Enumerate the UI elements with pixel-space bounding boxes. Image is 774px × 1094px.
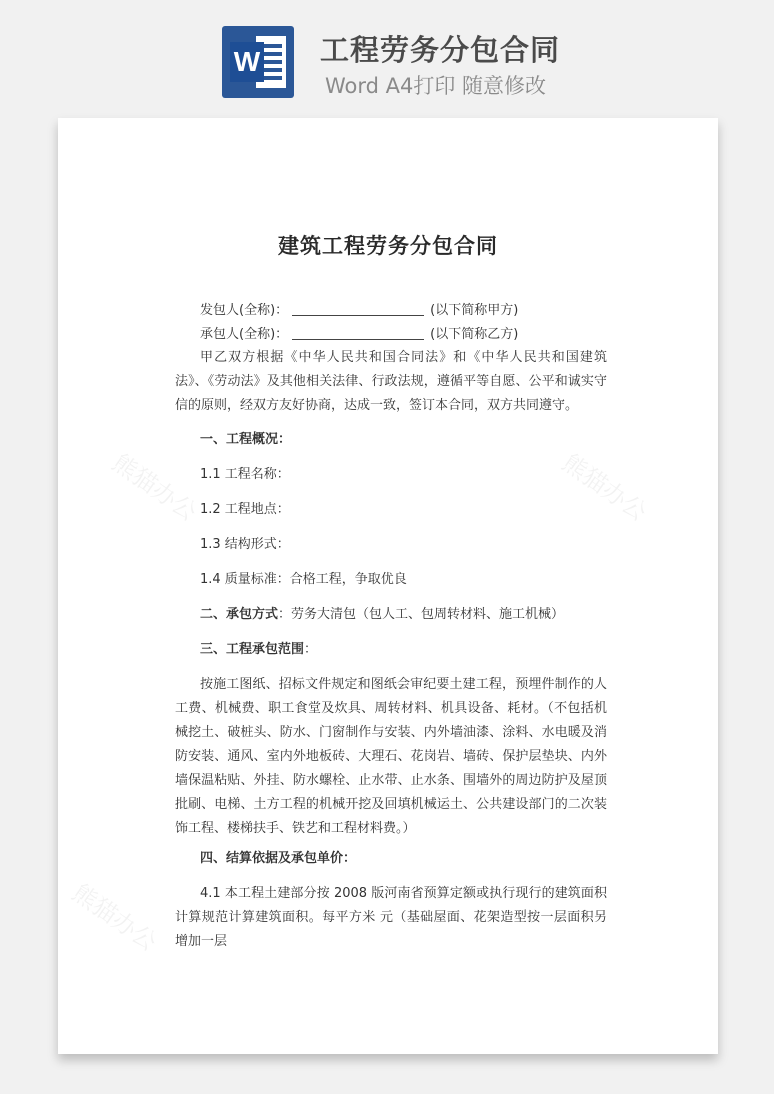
watermark: 熊猫办公 [107,448,202,527]
banner-title: 工程劳务分包合同 [320,33,561,67]
party-a-blank[interactable] [292,301,424,316]
watermark: 熊猫办公 [67,878,162,957]
section2-text: ：劳务大清包（包人工、包周转材料、施工机械） [278,607,565,622]
party-b-line [175,323,518,347]
section4-paragraph: 4.1 本工程土建部分按 2008 版河南省预算定额或执行现行的建筑面积计算规范计算建筑面积。每平方米 元（基础屋面、花架造型按一层面积另增加一层 [175,886,607,949]
party-a-label: 发包人(全称)： [200,303,289,318]
party-a-note: (以下简称甲方) [430,303,519,318]
section2-heading: 二、承包方式 [200,607,279,622]
document-page [58,118,718,1054]
watermark: 熊猫办公 [557,448,652,527]
party-b-note: (以下简称乙方) [430,327,519,342]
item-1-2: 1.2 工程地点： [200,502,290,517]
item-1-1: 1.1 工程名称： [200,467,290,482]
section2-line [175,603,564,627]
word-letter: W [230,42,264,82]
item-1-3: 1.3 结构形式： [200,537,290,552]
section3-paragraph: 按施工图纸、招标文件规定和图纸会审纪要土建工程，预埋件制作的人工费、机械费、职工食堂及炊具、周转材料、机具设备、耗材。（不包括机械挖土、破桩头、防水、门窗制作与安装、内外墙油漆、涂料、水电暖及消防安装、通风、室内外地板砖、大理石、花岗岩、墙砖、保护层垫块、内外墙保温粘贴、外挂、防水螺栓、止水带、止水条、围墙外的周边防护及屋顶批刷、电梯、土方工程的机械开挖及回填机械运土、公共建设部门的二次装饰工程、楼梯扶手、铁艺和工程材料费。） [175,677,607,836]
party-b-blank[interactable] [292,325,424,340]
word-icon [222,26,294,98]
intro-paragraph: 甲乙双方根据《中华人民共和国合同法》和《中华人民共和国建筑法》、《劳动法》及其他相关法律、行政法规，遵循平等自愿、公平和诚实守信的原则，经双方友好协商，达成一致，签订本合同，双方共同遵守。 [175,350,607,413]
section3-line [175,638,317,662]
banner-header [0,0,774,118]
section1-heading: 一、工程概况： [200,432,292,447]
party-b-label: 承包人(全称)： [200,327,289,342]
section4-heading: 四、结算依据及承包单价： [200,851,357,866]
section3-heading: 三、工程承包范围 [200,642,305,657]
party-a-line [175,299,518,323]
section3-colon: ： [304,642,318,657]
item-1-4: 1.4 质量标准：合格工程，争取优良 [200,572,407,587]
document-title: 建筑工程劳务分包合同 [278,234,498,258]
banner-subtitle: Word A4打印 随意修改 [325,74,547,98]
